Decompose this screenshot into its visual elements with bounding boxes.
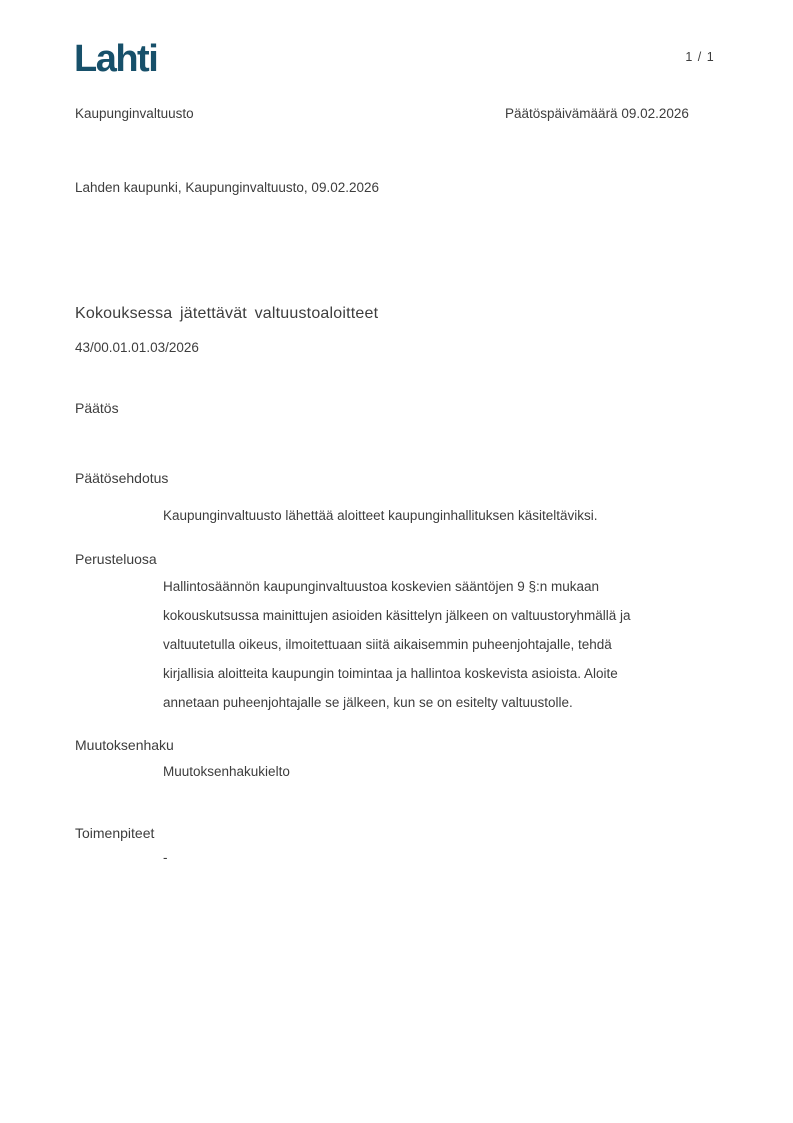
muutoksenhaku-body: Muutoksenhakukielto xyxy=(163,764,290,779)
perusteluosa-line: valtuutetulla oikeus, ilmoitettuaan siitä aikaisemmin puheenjohtajalle, tehdä xyxy=(163,637,612,652)
document-meta-line: Lahden kaupunki, Kaupunginvaltuusto, 09.02.2026 xyxy=(75,180,380,195)
section-heading-toimenpiteet: Toimenpiteet xyxy=(75,825,155,841)
section-heading-muutoksenhaku: Muutoksenhaku xyxy=(75,737,174,753)
toimenpiteet-body: - xyxy=(163,850,168,865)
perusteluosa-line: Hallintosäännön kaupunginvaltuustoa koskevien sääntöjen 9 §:n mukaan xyxy=(163,579,600,594)
page-number: 1 / 1 xyxy=(685,50,715,64)
case-title: Kokouksessa jätettävät valtuustoaloitteet xyxy=(75,305,379,322)
section-heading-paatos: Päätös xyxy=(75,400,119,416)
perusteluosa-line: kokouskutsussa mainittujen asioiden käsittelyn jälkeen on valtuustoryhmällä ja xyxy=(163,608,631,623)
section-heading-paatosehdotus: Päätösehdotus xyxy=(75,470,169,486)
perusteluosa-line: annetaan puheenjohtajalle se jälkeen, kun se on esitelty valtuustolle. xyxy=(163,695,573,710)
paatosehdotus-body: Kaupunginvaltuusto lähettää aloitteet kaupunginhallituksen käsiteltäviksi. xyxy=(163,508,598,523)
header-organization: Kaupunginvaltuusto xyxy=(75,106,194,121)
header-decision-date: Päätöspäivämäärä 09.02.2026 xyxy=(505,106,689,121)
section-heading-perusteluosa: Perusteluosa xyxy=(75,551,157,567)
case-diary-number: 43/00.01.01.03/2026 xyxy=(75,340,199,355)
perusteluosa-line: kirjallisia aloitteita kaupungin toimintaa ja hallintoa koskevista asioista. Aloite xyxy=(163,666,618,681)
lahti-logo: Lahti xyxy=(74,38,158,80)
